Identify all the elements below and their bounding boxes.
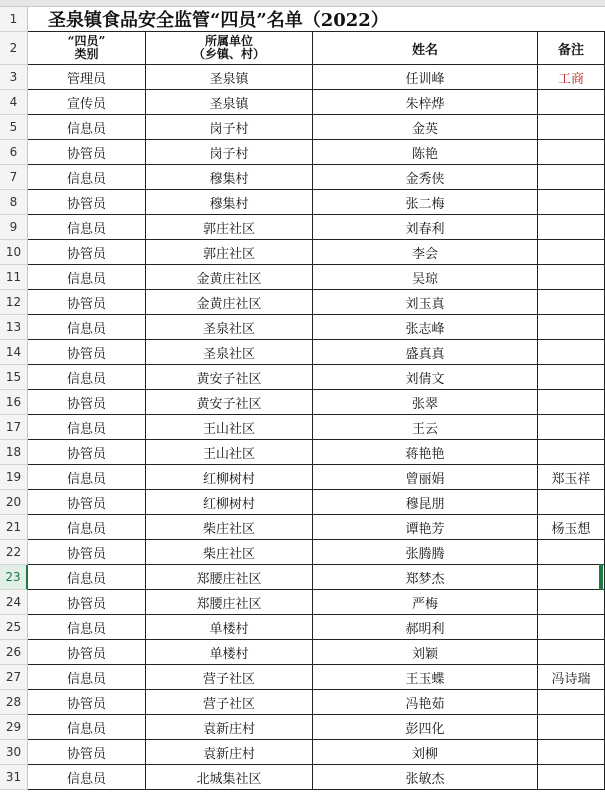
table-row [0,640,605,665]
row-number[interactable]: 8 [0,190,28,215]
row-number[interactable]: 11 [0,265,28,290]
unit-cell[interactable]: 营子社区 [146,665,313,690]
header-type-line2: 类别 [74,47,99,61]
unit-cell[interactable]: 金黄庄社区 [146,265,313,290]
type-cell[interactable]: 信息员 [28,565,146,590]
unit-cell[interactable]: 郑腰庄社区 [146,565,313,590]
table-row [0,690,605,715]
type-cell[interactable]: 信息员 [28,615,146,640]
row-number[interactable]: 18 [0,440,28,465]
unit-cell[interactable]: 单楼村 [146,640,313,665]
type-cell[interactable]: 协管员 [28,240,146,265]
table-row [0,465,605,490]
table-row [0,240,605,265]
note-cell[interactable] [538,165,605,190]
row-number[interactable]: 17 [0,415,28,440]
name-cell[interactable]: 刘颖 [313,640,538,665]
name-cell[interactable]: 王玉蝶 [313,665,538,690]
name-cell[interactable]: 郝明利 [313,615,538,640]
row-number[interactable]: 30 [0,740,28,765]
name-cell[interactable]: 刘春利 [313,215,538,240]
sheet-title[interactable]: 圣泉镇食品安全监管“四员”名单（2022） [28,7,605,32]
note-cell[interactable] [538,390,605,415]
table-row [0,190,605,215]
selection-handle[interactable] [599,564,603,590]
name-cell[interactable]: 严梅 [313,590,538,615]
row-number[interactable]: 10 [0,240,28,265]
unit-cell[interactable]: 王山社区 [146,440,313,465]
row-number[interactable]: 15 [0,365,28,390]
note-cell[interactable] [538,615,605,640]
note-cell[interactable] [538,690,605,715]
column-header-strip [0,0,605,7]
name-cell[interactable]: 任训峰 [313,65,538,90]
name-cell[interactable]: 张志峰 [313,315,538,340]
type-cell[interactable]: 管理员 [28,65,146,90]
row-number[interactable]: 7 [0,165,28,190]
header-note-cell[interactable]: 备注 [538,32,605,65]
name-cell[interactable]: 李会 [313,240,538,265]
unit-cell[interactable]: 圣泉社区 [146,315,313,340]
name-cell[interactable]: 张敏杰 [313,765,538,790]
row-number[interactable]: 13 [0,315,28,340]
row-number[interactable]: 22 [0,540,28,565]
unit-cell[interactable]: 岗子村 [146,140,313,165]
row-number[interactable]: 23 [0,565,28,590]
row-number[interactable]: 19 [0,465,28,490]
header-unit-cell[interactable] [146,32,313,65]
type-cell[interactable]: 信息员 [28,665,146,690]
type-cell[interactable]: 信息员 [28,165,146,190]
type-cell[interactable]: 协管员 [28,290,146,315]
type-cell[interactable]: 协管员 [28,640,146,665]
note-cell[interactable] [538,340,605,365]
type-cell[interactable]: 宣传员 [28,90,146,115]
name-cell[interactable]: 刘玉真 [313,290,538,315]
unit-cell[interactable]: 袁新庄村 [146,715,313,740]
type-cell[interactable]: 协管员 [28,690,146,715]
table-row [0,565,605,590]
title-row [0,7,605,32]
table-row [0,265,605,290]
row-number[interactable]: 5 [0,115,28,140]
name-cell[interactable]: 金秀侠 [313,165,538,190]
name-cell[interactable]: 张腾腾 [313,540,538,565]
name-cell[interactable]: 金英 [313,115,538,140]
note-cell[interactable]: 杨玉想 [538,515,605,540]
note-cell[interactable] [538,90,605,115]
name-cell[interactable]: 王云 [313,415,538,440]
unit-cell[interactable]: 柴庄社区 [146,540,313,565]
name-cell[interactable]: 朱梓烨 [313,90,538,115]
header-row [0,32,605,65]
type-cell[interactable]: 信息员 [28,715,146,740]
type-cell[interactable]: 协管员 [28,140,146,165]
unit-cell[interactable]: 黄安子社区 [146,365,313,390]
note-cell[interactable] [538,765,605,790]
name-cell[interactable]: 张翠 [313,390,538,415]
row-number[interactable]: 3 [0,65,28,90]
table-row [0,540,605,565]
unit-cell[interactable]: 柴庄社区 [146,515,313,540]
unit-cell[interactable]: 营子社区 [146,690,313,715]
table-row [0,165,605,190]
type-cell[interactable]: 协管员 [28,340,146,365]
name-cell[interactable]: 冯艳茹 [313,690,538,715]
row-number[interactable]: 9 [0,215,28,240]
note-cell[interactable] [538,540,605,565]
row-number[interactable]: 1 [0,7,28,32]
name-cell[interactable]: 刘倩文 [313,365,538,390]
unit-cell[interactable]: 圣泉社区 [146,340,313,365]
row-number[interactable]: 25 [0,615,28,640]
table-row [0,515,605,540]
type-cell[interactable]: 协管员 [28,390,146,415]
note-cell[interactable] [538,215,605,240]
note-cell[interactable]: 郑玉祥 [538,465,605,490]
row-number[interactable]: 6 [0,140,28,165]
row-number[interactable]: 31 [0,765,28,790]
unit-cell[interactable]: 圣泉镇 [146,65,313,90]
row-number[interactable]: 2 [0,32,28,65]
note-cell[interactable] [538,315,605,340]
unit-cell[interactable]: 袁新庄村 [146,740,313,765]
type-cell[interactable]: 信息员 [28,765,146,790]
table-row [0,590,605,615]
unit-cell[interactable]: 黄安子社区 [146,390,313,415]
table-row [0,740,605,765]
row-number[interactable]: 14 [0,340,28,365]
row-number[interactable]: 27 [0,665,28,690]
table-row [0,140,605,165]
name-cell[interactable]: 陈艳 [313,140,538,165]
name-cell[interactable]: 张二梅 [313,190,538,215]
note-cell[interactable]: 工商 [538,65,605,90]
unit-cell[interactable]: 北城集社区 [146,765,313,790]
table-row [0,65,605,90]
note-cell[interactable] [538,265,605,290]
note-cell[interactable] [538,290,605,315]
table-row [0,390,605,415]
name-cell[interactable]: 穆昆朋 [313,490,538,515]
note-cell[interactable] [538,115,605,140]
note-cell[interactable] [538,640,605,665]
unit-cell[interactable]: 郑腰庄社区 [146,590,313,615]
header-name-cell[interactable]: 姓名 [313,32,538,65]
row-number[interactable]: 12 [0,290,28,315]
type-cell[interactable]: 信息员 [28,115,146,140]
row-number[interactable]: 28 [0,690,28,715]
note-cell[interactable] [538,740,605,765]
row-number[interactable]: 20 [0,490,28,515]
table-row [0,440,605,465]
unit-cell[interactable]: 王山社区 [146,415,313,440]
name-cell[interactable]: 蒋艳艳 [313,440,538,465]
type-cell[interactable]: 信息员 [28,415,146,440]
type-cell[interactable]: 协管员 [28,540,146,565]
name-cell[interactable]: 郑梦杰 [313,565,538,590]
name-cell[interactable]: 吴琼 [313,265,538,290]
type-cell[interactable]: 协管员 [28,740,146,765]
row-number[interactable]: 26 [0,640,28,665]
note-cell[interactable]: 冯诗瑞 [538,665,605,690]
table-row [0,490,605,515]
type-cell[interactable]: 信息员 [28,365,146,390]
table-row [0,765,605,790]
header-type-cell[interactable] [28,32,146,65]
type-cell[interactable]: 协管员 [28,490,146,515]
table-row [0,315,605,340]
type-cell[interactable]: 信息员 [28,465,146,490]
table-row [0,415,605,440]
note-cell[interactable] [538,140,605,165]
name-cell[interactable]: 谭艳芳 [313,515,538,540]
unit-cell[interactable]: 单楼村 [146,615,313,640]
note-cell[interactable] [538,590,605,615]
row-number[interactable]: 24 [0,590,28,615]
table-row [0,90,605,115]
header-unit-line1: 所属单位 [204,34,253,48]
note-cell[interactable] [538,190,605,215]
note-cell[interactable] [538,490,605,515]
table-row [0,215,605,240]
unit-cell[interactable]: 岗子村 [146,115,313,140]
unit-cell[interactable]: 穆集村 [146,165,313,190]
note-cell[interactable] [538,440,605,465]
type-cell[interactable]: 信息员 [28,215,146,240]
table-row [0,290,605,315]
name-cell[interactable]: 彭四化 [313,715,538,740]
row-number[interactable]: 4 [0,90,28,115]
table-row [0,665,605,690]
row-number[interactable]: 21 [0,515,28,540]
type-cell[interactable]: 信息员 [28,315,146,340]
unit-cell[interactable]: 圣泉镇 [146,90,313,115]
note-cell[interactable] [538,240,605,265]
unit-cell[interactable]: 金黄庄社区 [146,290,313,315]
table-row [0,615,605,640]
name-cell[interactable]: 曾丽娟 [313,465,538,490]
type-cell[interactable]: 信息员 [28,515,146,540]
type-cell[interactable]: 协管员 [28,190,146,215]
name-cell[interactable]: 刘柳 [313,740,538,765]
unit-cell[interactable]: 穆集村 [146,190,313,215]
note-cell[interactable] [538,365,605,390]
name-cell[interactable]: 盛真真 [313,340,538,365]
note-cell[interactable] [538,715,605,740]
note-cell[interactable] [538,415,605,440]
row-number[interactable]: 29 [0,715,28,740]
table-row [0,115,605,140]
unit-cell[interactable]: 郭庄社区 [146,240,313,265]
table-row [0,340,605,365]
note-cell[interactable] [538,565,605,590]
type-cell[interactable]: 协管员 [28,590,146,615]
header-type-line1: “四员” [67,34,106,48]
unit-cell[interactable]: 郭庄社区 [146,215,313,240]
table-row [0,365,605,390]
unit-cell[interactable]: 红柳树村 [146,465,313,490]
header-unit-line2: （乡镇、村） [192,47,265,61]
unit-cell[interactable]: 红柳树村 [146,490,313,515]
type-cell[interactable]: 信息员 [28,265,146,290]
table-row [0,715,605,740]
row-number[interactable]: 16 [0,390,28,415]
type-cell[interactable]: 协管员 [28,440,146,465]
